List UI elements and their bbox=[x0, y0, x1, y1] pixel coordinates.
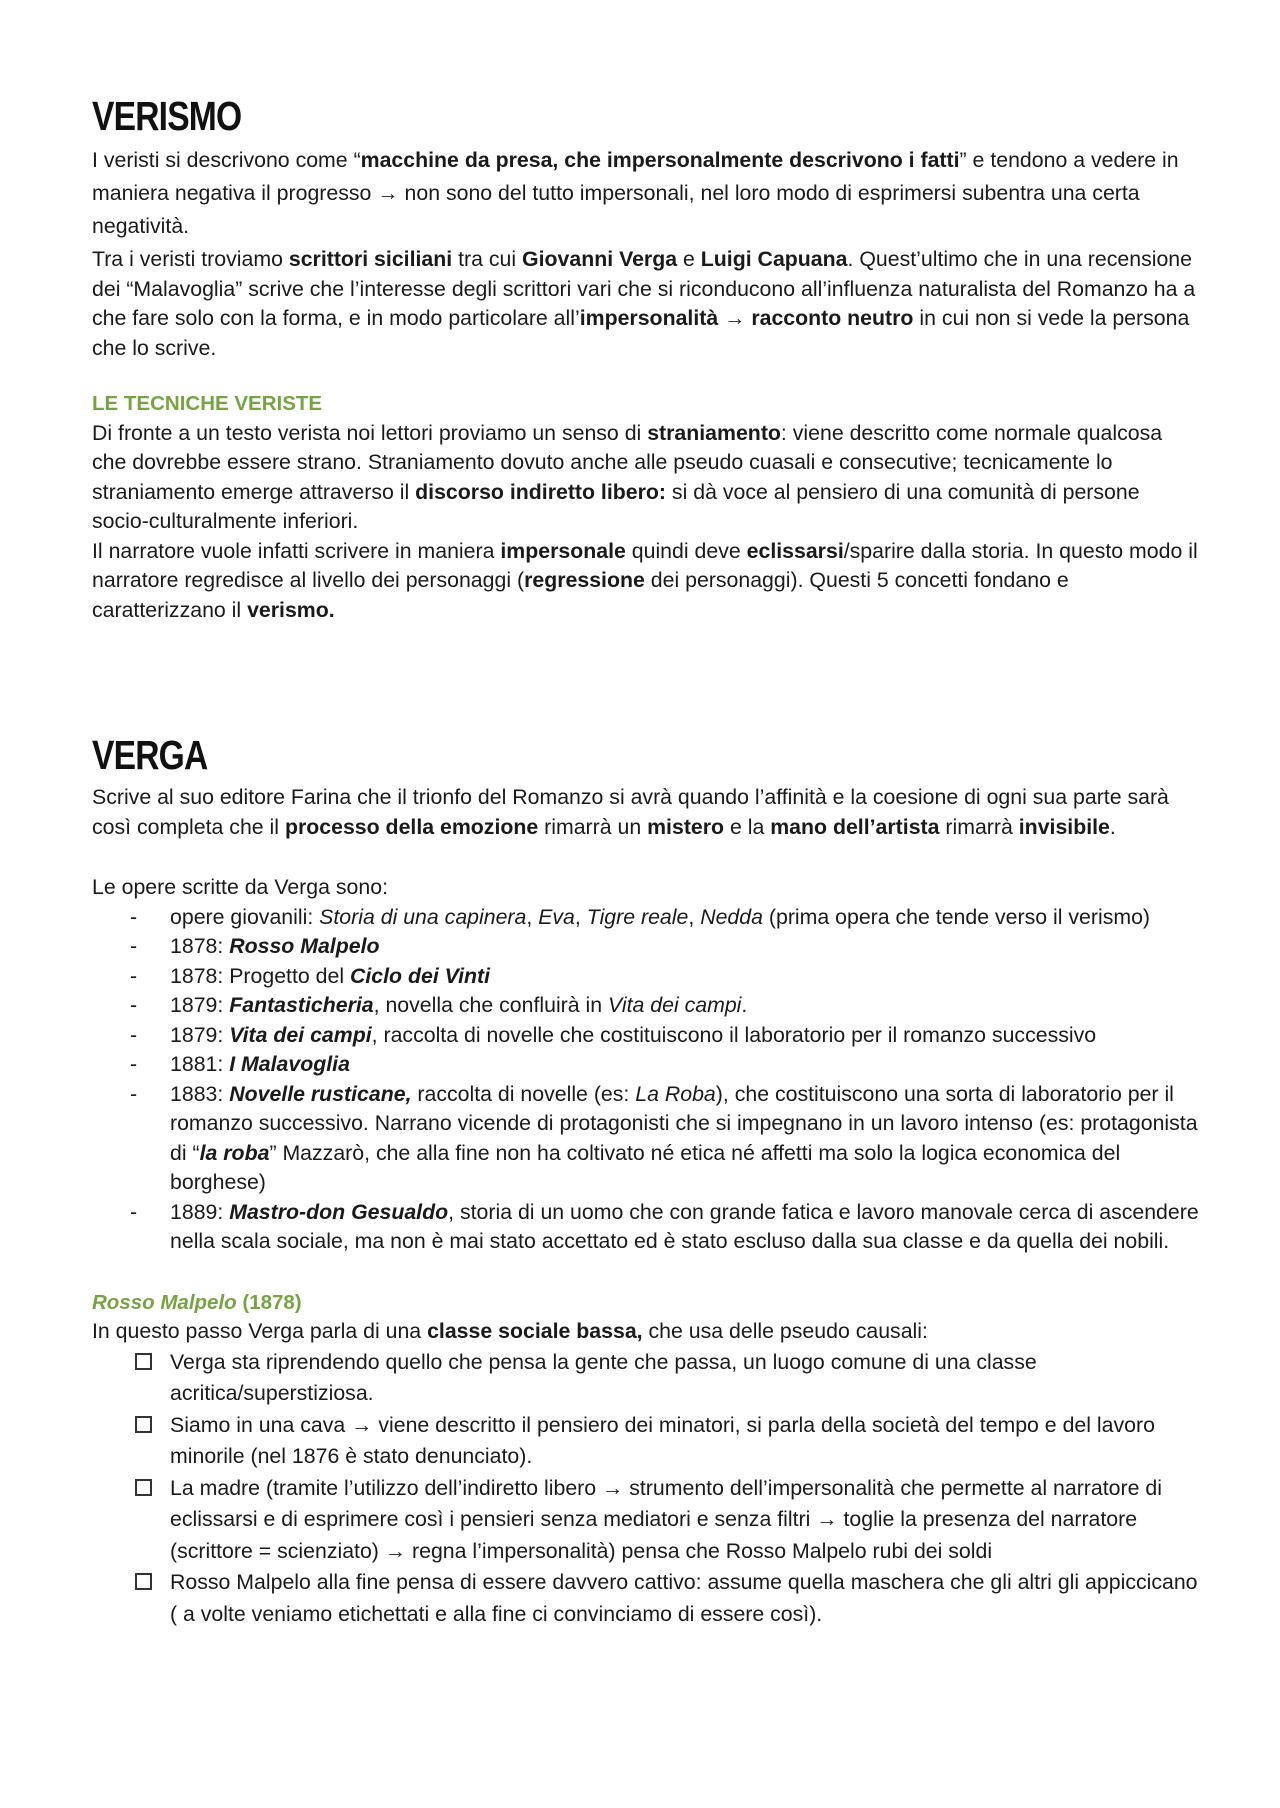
checklist-item bbox=[92, 1410, 1202, 1473]
bold-text: verismo. bbox=[247, 597, 335, 622]
bold-text: impersonale bbox=[500, 538, 626, 563]
text: e bbox=[677, 247, 701, 271]
text: rimarrà un bbox=[538, 814, 648, 839]
bold-text: mistero bbox=[647, 814, 725, 839]
list-item bbox=[92, 1050, 1202, 1080]
checklist bbox=[92, 1347, 1202, 1631]
text: si dà voce al pensiero di una comunità di persone socio-culturalmente inferiori. bbox=[92, 479, 1140, 533]
text: Tra i veristi troviamo bbox=[92, 247, 289, 271]
rosso-malpelo-heading bbox=[92, 1288, 1202, 1318]
text: . bbox=[741, 993, 748, 1017]
bold-text: Luigi Capuana bbox=[700, 247, 848, 271]
text: rimarrà bbox=[939, 814, 1019, 839]
text: 1878: bbox=[170, 934, 230, 958]
text: . bbox=[1109, 814, 1116, 839]
text: 1879: bbox=[170, 993, 230, 1017]
text: dei personaggi). Questi 5 concetti fondano e caratterizzano il bbox=[92, 568, 1069, 622]
bold-text: straniamento bbox=[647, 420, 781, 445]
checkbox[interactable] bbox=[135, 1353, 152, 1370]
tecniche-veriste-heading: LE TECNICHE VERISTE bbox=[92, 392, 323, 415]
text: e la bbox=[724, 814, 771, 839]
text: , novella che confluirà in bbox=[373, 993, 609, 1017]
verismo-title: VERISMO bbox=[92, 93, 242, 139]
verismo-paragraph-4 bbox=[92, 537, 1202, 626]
text: (1878) bbox=[236, 1290, 302, 1314]
list-item bbox=[92, 962, 1202, 992]
bold-text: Giovanni Verga bbox=[522, 247, 678, 271]
text: /sparire dalla storia. In questo modo il narratore regredisce al livello dei personaggi ( bbox=[92, 538, 1198, 592]
bold-text: regressione bbox=[524, 568, 645, 592]
text: 1889: bbox=[170, 1199, 230, 1224]
bold-italic-text: Rosso Malpelo bbox=[229, 934, 380, 958]
list-item bbox=[92, 903, 1202, 933]
bold-text: macchine da presa, che impersonalmente descrivono i fatti bbox=[360, 148, 960, 172]
text: In questo passo Verga parla di una bbox=[92, 1319, 428, 1343]
italic-text: Rosso Malpelo bbox=[92, 1290, 237, 1314]
text: La madre (tramite l’utilizzo dell’indiretto libero → strumento dell’impersonalità che permette al narratore di eclissarsi e di esprimere così i pensieri senza mediatori e senza filtri → toglie la presenza del narratore (scrittore = scienziato) → regna l’impersonalità) pensa che Rosso Malpelo rubi dei soldi bbox=[170, 1475, 1162, 1563]
bold-text: scrittori siciliani bbox=[288, 247, 453, 271]
list-item bbox=[92, 932, 1202, 962]
bold-italic-text: Ciclo dei Vinti bbox=[349, 963, 491, 988]
text: Scrive al suo editore Farina che il trionfo del Romanzo si avrà quando l’affinità e la coesione di ogni sua parte sarà così completa che il bbox=[92, 785, 1169, 839]
bold-italic-text: I Malavoglia bbox=[229, 1052, 350, 1076]
text: opere giovanili: bbox=[170, 904, 320, 929]
text: I veristi si descrivono come “ bbox=[92, 148, 361, 172]
list-item bbox=[92, 1198, 1202, 1257]
verismo-paragraph-1 bbox=[92, 144, 1202, 243]
bold-text: classe sociale bassa, bbox=[427, 1319, 643, 1343]
text: Di fronte a un testo verista noi lettori proviamo un senso di bbox=[92, 420, 648, 445]
bold-italic-text: la roba bbox=[199, 1140, 270, 1165]
verga-title: VERGA bbox=[92, 732, 208, 778]
text: 1881: bbox=[170, 1052, 230, 1076]
checkbox[interactable] bbox=[135, 1416, 152, 1433]
rosso-malpelo-intro bbox=[92, 1317, 1202, 1347]
text: , bbox=[574, 904, 587, 929]
text: , raccolta di novelle che costituiscono il laboratorio per il romanzo successivo bbox=[371, 1022, 1097, 1047]
verga-paragraph-1 bbox=[92, 783, 1202, 842]
bold-text: invisibile bbox=[1018, 814, 1110, 839]
opere-list bbox=[92, 903, 1202, 1257]
checkbox[interactable] bbox=[135, 1573, 152, 1590]
text: Siamo in una cava → viene descritto il pensiero dei minatori, si parla della società del tempo e del lavoro minorile (nel 1876 è stato denunciato). bbox=[170, 1412, 1155, 1468]
bold-text: mano dell’artista bbox=[770, 814, 940, 839]
text: che usa delle pseudo causali: bbox=[642, 1319, 928, 1343]
text: raccolta di novelle (es: bbox=[411, 1081, 636, 1106]
verismo-paragraph-3 bbox=[92, 419, 1202, 537]
document-page bbox=[92, 88, 1202, 1630]
list-item bbox=[92, 991, 1202, 1021]
text: : viene descritto come normale qualcosa che dovrebbe essere strano. Straniamento dovuto anche alle pseudo cuasali e consecutive; tecnicamente lo straniamento emerge attraverso il bbox=[92, 420, 1163, 504]
bold-italic-text: Mastro-don Gesualdo bbox=[229, 1199, 449, 1224]
bold-text: eclissarsi bbox=[746, 538, 844, 563]
italic-text: Tigre reale bbox=[586, 904, 689, 929]
bold-italic-text: Vita dei campi bbox=[229, 1022, 372, 1047]
text: , bbox=[688, 904, 701, 929]
text: , bbox=[526, 904, 539, 929]
checkbox[interactable] bbox=[135, 1479, 152, 1496]
opere-intro: Le opere scritte da Verga sono: bbox=[92, 875, 388, 899]
bold-italic-text: Fantasticheria bbox=[229, 993, 374, 1017]
checklist-item bbox=[92, 1567, 1202, 1630]
list-item bbox=[92, 1080, 1202, 1198]
text: Verga sta riprendendo quello che pensa la gente che passa, un luogo comune di una classe acritica/superstiziosa. bbox=[170, 1349, 1037, 1405]
text: quindi deve bbox=[625, 538, 747, 563]
checklist-item bbox=[92, 1347, 1202, 1410]
text: 1878: Progetto del bbox=[170, 963, 350, 988]
text: tra cui bbox=[452, 247, 523, 271]
bold-italic-text: Novelle rusticane, bbox=[229, 1081, 412, 1106]
text: 1879: bbox=[170, 1022, 230, 1047]
text: Rosso Malpelo alla fine pensa di essere davvero cattivo: assume quella maschera che gli altri gli appiccicano ( a volte veniamo etichettati e alla fine ci convinciamo di essere così). bbox=[170, 1570, 1198, 1626]
italic-text: Eva bbox=[538, 904, 575, 929]
verismo-paragraph-2 bbox=[92, 245, 1202, 363]
checklist-item bbox=[92, 1473, 1202, 1568]
bold-text: processo della emozione bbox=[284, 814, 539, 839]
text: , storia di un uomo che con grande fatica e lavoro manovale cerca di ascendere nella scala sociale, ma non è mai stato accettato ed è stato escluso dalla sua classe e da quella dei nobili. bbox=[170, 1199, 1199, 1253]
italic-text: Storia di una capinera bbox=[319, 904, 527, 929]
text: . Quest’ultimo che in una recensione dei “Malavoglia” scrive che l’interesse degli scrittori vari che si riconducono all’influenza naturalista del Romanzo ha a che fare solo con la forma, e in modo particolare all’ bbox=[92, 247, 1196, 330]
text: ” Mazzarò, che alla fine non ha coltivato né etica né affetti ma solo la logica economica del borghese) bbox=[170, 1140, 1121, 1194]
bold-text: impersonalità → racconto neutro bbox=[579, 306, 914, 330]
text: ” e tendono a vedere in maniera negativa il progresso → non sono del tutto impersonali, nel loro modo di esprimersi subentra una certa negatività. bbox=[92, 148, 1179, 238]
text: ), che costituiscono una sorta di laboratorio per il romanzo successivo. Narrano vicende di protagonisti che si impegnano in un lavoro intenso (es: protagonista di “ bbox=[170, 1081, 1198, 1165]
text: (prima opera che tende verso il verismo) bbox=[762, 904, 1151, 929]
italic-text: La Roba bbox=[635, 1081, 716, 1106]
bold-text: discorso indiretto libero: bbox=[415, 479, 667, 504]
text: 1883: bbox=[170, 1081, 230, 1106]
list-item bbox=[92, 1021, 1202, 1051]
italic-text: Nedda bbox=[700, 904, 763, 929]
text: Il narratore vuole infatti scrivere in maniera bbox=[92, 538, 501, 563]
text: in cui non si vede la persona che lo scrive. bbox=[92, 306, 1190, 360]
italic-text: Vita dei campi bbox=[608, 993, 742, 1017]
